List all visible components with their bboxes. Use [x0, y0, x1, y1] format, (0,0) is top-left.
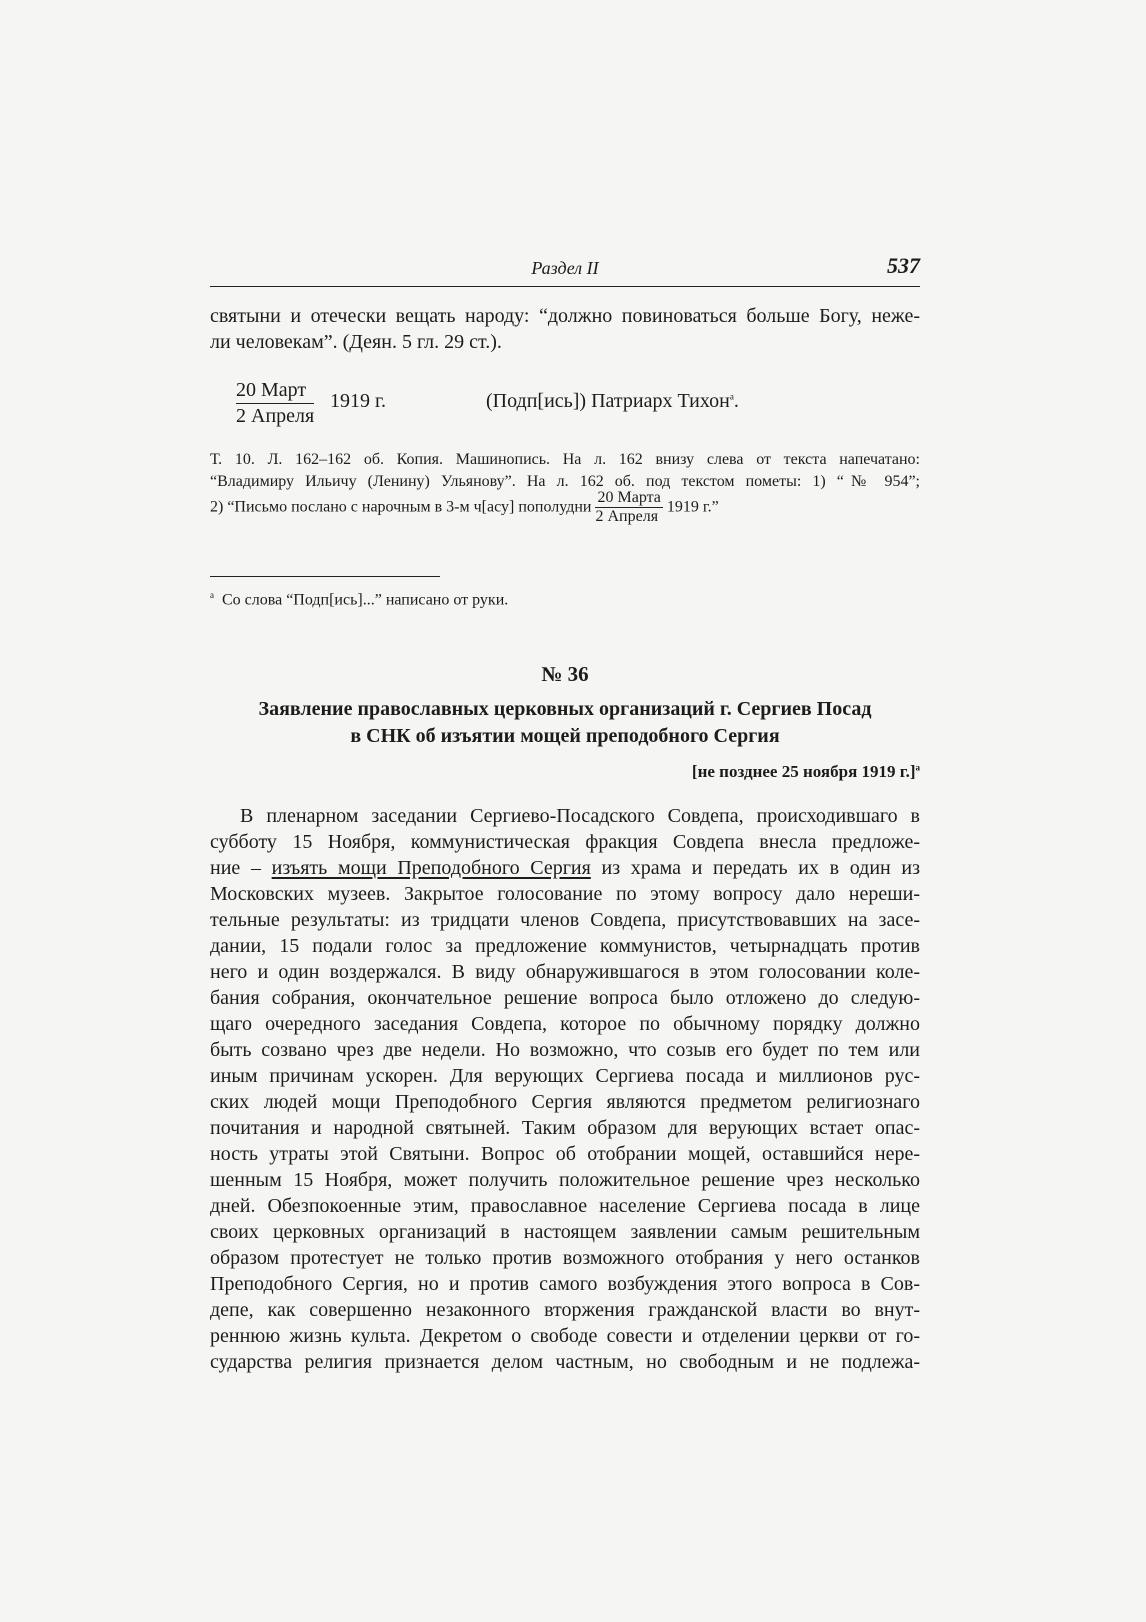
body-line: дании, 15 подали голос за предложение коммунистов, четырнадцать против: [210, 935, 920, 957]
document-title-line: Заявление православных церковных организаций г. Сергиев Посад: [258, 698, 872, 720]
archival-note-last-line: [210, 489, 920, 526]
footnote-marker: а: [210, 590, 214, 600]
date-numerator: 20 Март: [236, 378, 314, 404]
document-number: № 36: [541, 662, 589, 686]
body-line: ность утраты этой Святыни. Вопрос об отобрании мощей, оставшийся нере-: [210, 1143, 920, 1165]
body-line: своих церковных организаций в настоящем заявлении самым решительным: [210, 1221, 920, 1243]
body-line: дней. Обезпокоенные этим, православное население Сергиева посада в лице: [210, 1195, 920, 1217]
body-line: ских людей мощи Преподобного Сергия являются предметом религиознаго: [210, 1091, 920, 1113]
footnote-ref: а: [729, 391, 734, 402]
document-date: [210, 762, 920, 782]
body-line: Преподобного Сергия, но и против самого возбуждения этого вопроса в Сов-: [210, 1273, 920, 1295]
signature-block: [486, 390, 739, 413]
body-line: В пленарном заседании Сергиево-Посадского Совдепа, происходившаго в: [240, 805, 920, 827]
body-line: тельные результаты: из тридцати членов Совдепа, присутствовавших на засе-: [210, 909, 920, 931]
archival-note-suffix: 1919 г.”: [666, 498, 719, 516]
page-number: 537: [887, 253, 920, 278]
archival-note-fraction: [595, 489, 662, 526]
document-title: [210, 696, 920, 750]
body-line: него и один воздержался. В виду обнаружившагося в этом голосовании коле-: [210, 961, 920, 983]
footnote-text: Со слова “Подп[ись]...” написано от руки.: [222, 591, 509, 609]
underlined-phrase: изъять мощи Преподобного Сергия: [271, 857, 591, 879]
signature-period: .: [733, 390, 739, 412]
archival-note-line: Т. 10. Л. 162–162 об. Копия. Машинопись. На л. 162 внизу слева от текста напечатано:: [210, 451, 920, 468]
body-line: шенным 15 Ноября, может получить положительное решение чрез несколько: [210, 1169, 920, 1191]
body-line-prefix: ние –: [210, 857, 261, 879]
body-line: депе, как совершенно незаконного вторжения гражданской власти во внут-: [210, 1299, 920, 1321]
body-line: бания собрания, окончательное решение вопроса было отложено до следую-: [210, 987, 920, 1009]
note-date-numerator: 20 Марта: [597, 489, 661, 506]
body-line: иным причинам ускорен. Для верующих Сергиева посада и миллионов рус-: [210, 1065, 920, 1087]
body-line: сударства религия признается делом частным, но свободным и не подлежа-: [210, 1351, 920, 1373]
body-line: реннюю жизнь культа. Декретом о свободе совести и отделении церкви от го-: [210, 1325, 920, 1347]
document-title-line: в СНК об изъятии мощей преподобного Сергия: [350, 725, 780, 747]
body-line: [210, 855, 920, 881]
body-line-suffix: из храма и передать их в один из: [601, 857, 920, 879]
document-date-marker: а: [915, 762, 920, 773]
body-line: щаго очередного заседания Совдепа, которое по обычному порядку должно: [210, 1013, 920, 1035]
body-line: субботу 15 Ноября, коммунистическая фракция Совдепа внесла предложе-: [210, 831, 920, 853]
document-date-text: [не позднее 25 ноября 1919 г.]: [691, 762, 916, 781]
body-line: почитания и народной святыней. Таким образом для верующих встает опас-: [210, 1117, 920, 1139]
intro-line: ли человекам”. (Деян. 5 гл. 29 ст.).: [210, 331, 502, 353]
signature-year: 1919 г.: [330, 390, 386, 412]
signer-name: (Подп[ись]) Патриарх Тихон: [486, 390, 730, 412]
body-line: Московских музеев. Закрытое голосование по этому вопросу дало нереши-: [210, 883, 920, 905]
body-line: быть созвано чрез две недели. Но возможно, что созыв его будет по тем или: [210, 1039, 920, 1061]
body-line: образом протестует не только против возможного отобрания у него останков: [210, 1247, 920, 1269]
date-denominator: 2 Апреля: [236, 405, 315, 427]
intro-line: святыни и отечески вещать народу: “должно повиноваться больше Богу, неже-: [210, 305, 920, 327]
note-date-denominator: 2 Апреля: [595, 508, 659, 525]
running-header: [210, 253, 920, 287]
footnote-divider: [210, 576, 440, 577]
archival-note-prefix: 2) “Письмо послано с нарочным в 3-м ч[асу] пополудни: [210, 498, 592, 516]
archival-note-line: “Владимиру Ильичу (Ленину) Ульянову”. На л. 162 об. под текстом пометы: 1) “№ 954”;: [210, 473, 920, 490]
footnote: [210, 585, 508, 610]
signature-date-fraction: [236, 378, 314, 429]
section-title: Раздел II: [531, 258, 599, 278]
